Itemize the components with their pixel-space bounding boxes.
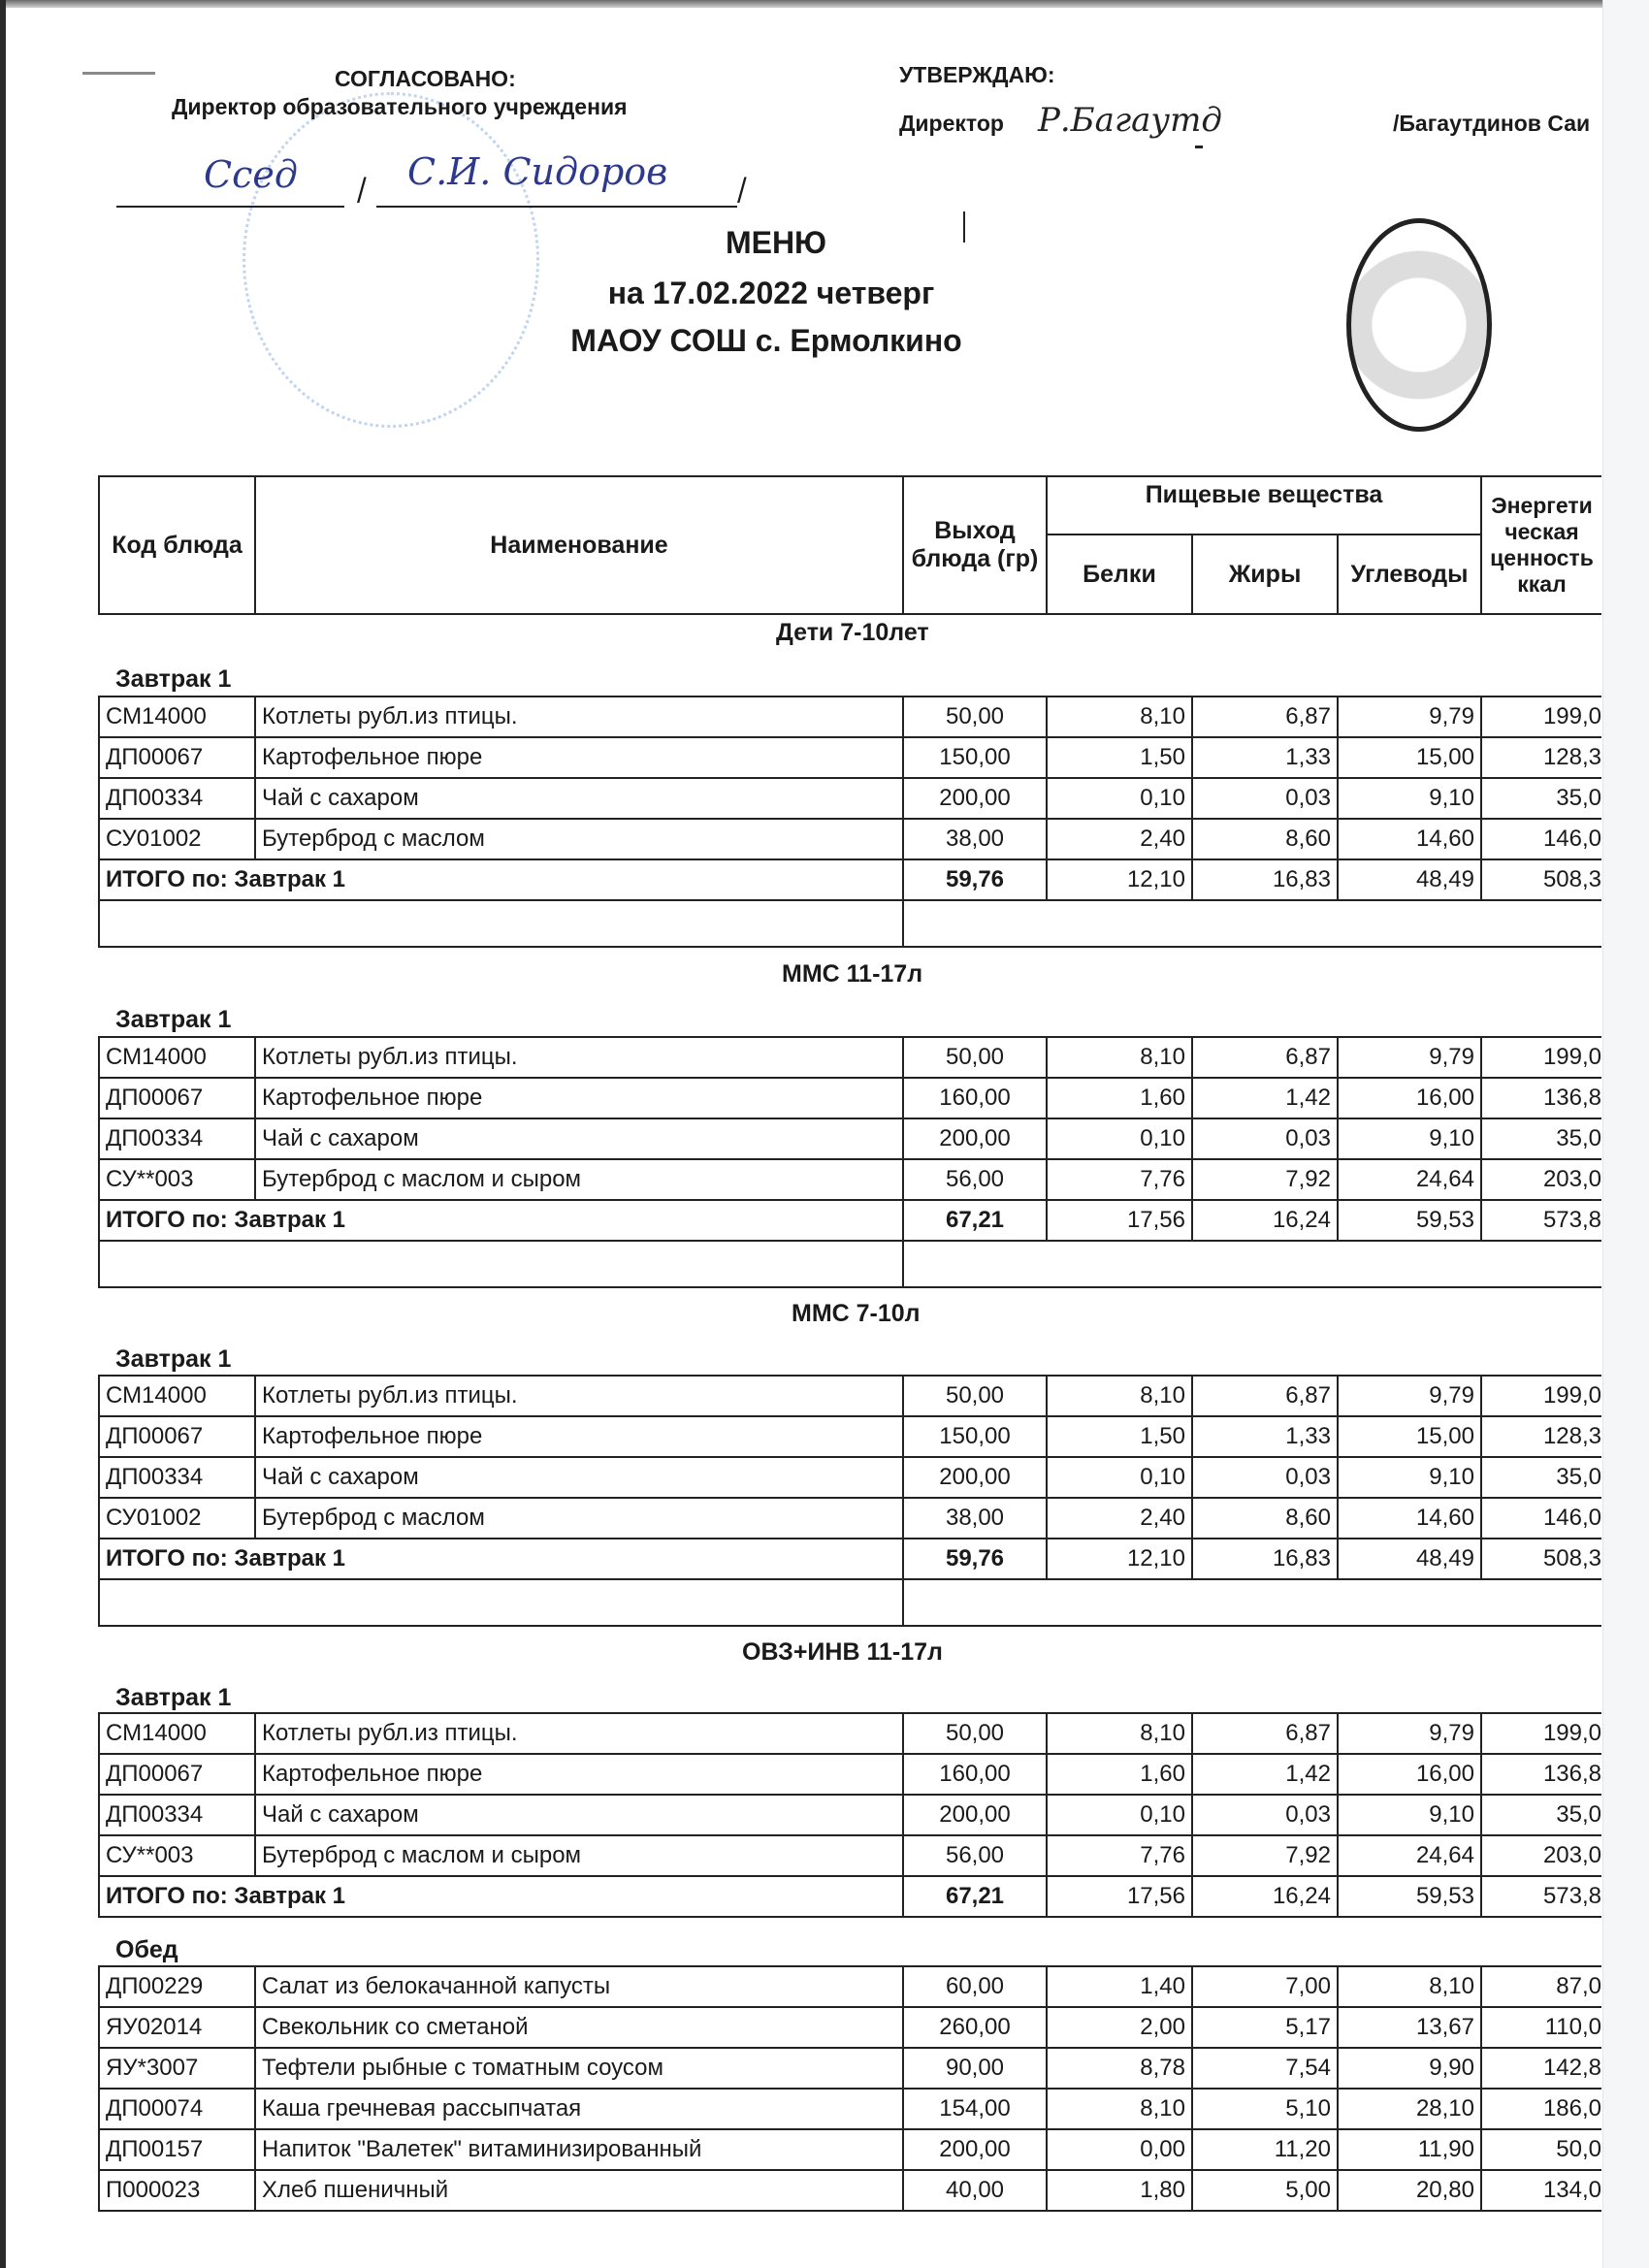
dish-proteins: 1,60: [1047, 1078, 1192, 1118]
dish-code: СУ**003: [99, 1159, 255, 1200]
table-row: [99, 1416, 1601, 1457]
stamp-blue-icon: [242, 92, 539, 428]
total-kcal: 508,3: [1481, 1539, 1601, 1579]
meal-label: Завтрак 1: [115, 1006, 232, 1033]
dish-proteins: 0,10: [1047, 1118, 1192, 1159]
dish-proteins: 0,10: [1047, 778, 1192, 819]
dish-carbs: 9,10: [1338, 1795, 1481, 1835]
col-yield: Выход блюда (гр): [903, 476, 1047, 614]
dish-name: Напиток "Валетек" витаминизированный: [255, 2129, 903, 2170]
dish-name: Картофельное пюре: [255, 1078, 903, 1118]
dish-carbs: 15,00: [1338, 737, 1481, 778]
dish-code: ДП00229: [99, 1966, 255, 2007]
total-label: ИТОГО по: Завтрак 1: [99, 1200, 903, 1241]
dish-name: Чай с сахаром: [255, 778, 903, 819]
dish-carbs: 28,10: [1338, 2089, 1481, 2129]
separator-slash: /: [357, 171, 367, 208]
name-line: [376, 206, 737, 208]
dish-carbs: 20,80: [1338, 2170, 1481, 2211]
dish-carbs: 24,64: [1338, 1835, 1481, 1876]
separator-slash: /: [737, 171, 747, 208]
dish-yield: 200,00: [903, 2129, 1047, 2170]
section-table: [98, 1712, 1601, 1918]
total-row: [99, 1539, 1601, 1579]
dish-yield: 200,00: [903, 778, 1047, 819]
total-proteins: 12,10: [1047, 1539, 1192, 1579]
col-code: Код блюда: [99, 476, 255, 614]
total-proteins: 17,56: [1047, 1876, 1192, 1917]
director-name: /Багаутдинов Саи: [1393, 111, 1591, 136]
scan-edge-left: [0, 0, 6, 2268]
dash-mark: [82, 72, 155, 75]
table-row: [99, 2170, 1601, 2211]
dish-proteins: 8,10: [1047, 1037, 1192, 1078]
col-carbs: Углеводы: [1338, 535, 1481, 614]
dish-kcal: 186,0: [1481, 2089, 1601, 2129]
dish-name: Чай с сахаром: [255, 1457, 903, 1498]
dish-name: Котлеты рубл.из птицы.: [255, 1713, 903, 1754]
menu-date: на 17.02.2022 четверг: [607, 275, 935, 310]
dish-kcal: 199,0: [1481, 697, 1601, 737]
dish-yield: 154,00: [903, 2089, 1047, 2129]
lunch-table: [98, 1965, 1601, 2212]
dish-proteins: 0,10: [1047, 1795, 1192, 1835]
table-row: [99, 778, 1601, 819]
dish-fats: 1,42: [1192, 1754, 1338, 1795]
dish-carbs: 24,64: [1338, 1159, 1481, 1200]
dish-kcal: 50,0: [1481, 2129, 1601, 2170]
total-label: ИТОГО по: Завтрак 1: [99, 859, 903, 900]
dish-fats: 0,03: [1192, 1118, 1338, 1159]
dish-name: Котлеты рубл.из птицы.: [255, 1037, 903, 1078]
table-row: [99, 1037, 1601, 1078]
dish-name: Бутерброд с маслом и сыром: [255, 1835, 903, 1876]
dish-fats: 8,60: [1192, 819, 1338, 859]
confirm-title: УТВЕРЖДАЮ:: [899, 62, 1055, 87]
total-fats: 16,24: [1192, 1876, 1338, 1917]
dish-name: Тефтели рыбные с томатным соусом: [255, 2048, 903, 2089]
table-row: [99, 2089, 1601, 2129]
dish-carbs: 8,10: [1338, 1966, 1481, 2007]
dash-mark: [1195, 146, 1203, 148]
dish-carbs: 14,60: [1338, 819, 1481, 859]
section-label: ММС 7-10л: [792, 1300, 921, 1327]
dish-proteins: 1,50: [1047, 737, 1192, 778]
menu-table-header: [98, 475, 1601, 615]
total-carbs: 48,49: [1338, 859, 1481, 900]
dish-code: СУ**003: [99, 1835, 255, 1876]
dish-code: ДП00074: [99, 2089, 255, 2129]
dish-name: Бутерброд с маслом и сыром: [255, 1159, 903, 1200]
dish-kcal: 199,0: [1481, 1376, 1601, 1416]
approved-subtitle: Директор образовательного учреждения: [172, 94, 628, 119]
dish-fats: 7,92: [1192, 1159, 1338, 1200]
table-row: [99, 2007, 1601, 2048]
dish-carbs: 9,79: [1338, 1037, 1481, 1078]
total-label: ИТОГО по: Завтрак 1: [99, 1539, 903, 1579]
dish-carbs: 11,90: [1338, 2129, 1481, 2170]
dish-proteins: 8,10: [1047, 1713, 1192, 1754]
dish-name: Котлеты рубл.из птицы.: [255, 697, 903, 737]
empty-row: [99, 900, 1601, 947]
signature-left: Ссед: [204, 153, 298, 196]
dish-kcal: 134,0: [1481, 2170, 1601, 2211]
section-label: Дети 7-10лет: [776, 619, 929, 646]
dish-fats: 0,03: [1192, 778, 1338, 819]
dish-name: Свекольник со сметаной: [255, 2007, 903, 2048]
dish-kcal: 142,8: [1481, 2048, 1601, 2089]
dish-kcal: 128,3: [1481, 1416, 1601, 1457]
director-label: Директор: [899, 111, 1004, 136]
total-carbs: 59,53: [1338, 1876, 1481, 1917]
signature-name-left: С.И. Сидоров: [407, 150, 668, 193]
table-row: [99, 1118, 1601, 1159]
dish-fats: 7,00: [1192, 1966, 1338, 2007]
col-name: Наименование: [255, 476, 903, 614]
total-proteins: 17,56: [1047, 1200, 1192, 1241]
dish-proteins: 2,00: [1047, 2007, 1192, 2048]
dish-fats: 1,33: [1192, 737, 1338, 778]
dish-proteins: 7,76: [1047, 1159, 1192, 1200]
table-row: [99, 1376, 1601, 1416]
dish-fats: 0,03: [1192, 1795, 1338, 1835]
dish-fats: 5,00: [1192, 2170, 1338, 2211]
dish-name: Чай с сахаром: [255, 1795, 903, 1835]
dish-fats: 1,33: [1192, 1416, 1338, 1457]
dish-code: СУ01002: [99, 1498, 255, 1539]
dish-carbs: 14,60: [1338, 1498, 1481, 1539]
dish-fats: 8,60: [1192, 1498, 1338, 1539]
total-yield: 67,21: [903, 1876, 1047, 1917]
dish-carbs: 9,10: [1338, 778, 1481, 819]
scan-edge-top: [0, 0, 1649, 8]
dish-name: Бутерброд с маслом: [255, 819, 903, 859]
dish-proteins: 8,10: [1047, 1376, 1192, 1416]
dish-name: Котлеты рубл.из птицы.: [255, 1376, 903, 1416]
dish-proteins: 0,00: [1047, 2129, 1192, 2170]
dish-carbs: 15,00: [1338, 1416, 1481, 1457]
dish-fats: 7,54: [1192, 2048, 1338, 2089]
dish-name: Картофельное пюре: [255, 1754, 903, 1795]
total-label: ИТОГО по: Завтрак 1: [99, 1876, 903, 1917]
table-row: [99, 1457, 1601, 1498]
table-row: [99, 737, 1601, 778]
dish-code: СМ14000: [99, 1376, 255, 1416]
section-table: [98, 1036, 1601, 1288]
dish-carbs: 13,67: [1338, 2007, 1481, 2048]
dish-fats: 11,20: [1192, 2129, 1338, 2170]
col-nutrients: Пищевые вещества: [1047, 476, 1481, 535]
dish-yield: 56,00: [903, 1835, 1047, 1876]
dish-yield: 50,00: [903, 697, 1047, 737]
dish-fats: 6,87: [1192, 1376, 1338, 1416]
dish-code: ЯУ*3007: [99, 2048, 255, 2089]
table-row: [99, 1078, 1601, 1118]
dish-kcal: 35,0: [1481, 1118, 1601, 1159]
dish-proteins: 1,80: [1047, 2170, 1192, 2211]
total-yield: 59,76: [903, 859, 1047, 900]
dish-code: ДП00334: [99, 1118, 255, 1159]
total-row: [99, 859, 1601, 900]
meal-label: Завтрак 1: [115, 665, 232, 693]
table-row: [99, 1498, 1601, 1539]
dish-name: Бутерброд с маслом: [255, 1498, 903, 1539]
dish-fats: 5,10: [1192, 2089, 1338, 2129]
dish-proteins: 1,50: [1047, 1416, 1192, 1457]
dish-fats: 6,87: [1192, 697, 1338, 737]
dish-yield: 38,00: [903, 1498, 1047, 1539]
dish-kcal: 35,0: [1481, 1795, 1601, 1835]
table-row: [99, 1713, 1601, 1754]
menu-title: МЕНЮ: [725, 225, 827, 260]
dish-name: Хлеб пшеничный: [255, 2170, 903, 2211]
dish-kcal: 203,0: [1481, 1159, 1601, 1200]
dish-name: Чай с сахаром: [255, 1118, 903, 1159]
table-row: [99, 1795, 1601, 1835]
dish-name: Картофельное пюре: [255, 737, 903, 778]
dish-yield: 150,00: [903, 737, 1047, 778]
col-proteins: Белки: [1047, 535, 1192, 614]
dish-carbs: 16,00: [1338, 1754, 1481, 1795]
total-kcal: 508,3: [1481, 859, 1601, 900]
dish-carbs: 9,79: [1338, 697, 1481, 737]
stamp-seal-icon: [1346, 218, 1492, 432]
dish-kcal: 35,0: [1481, 778, 1601, 819]
dish-fats: 1,42: [1192, 1078, 1338, 1118]
dish-yield: 200,00: [903, 1118, 1047, 1159]
total-fats: 16,83: [1192, 859, 1338, 900]
total-row: [99, 1876, 1601, 1917]
dish-kcal: 136,8: [1481, 1078, 1601, 1118]
total-fats: 16,24: [1192, 1200, 1338, 1241]
dish-yield: 50,00: [903, 1376, 1047, 1416]
dish-yield: 38,00: [903, 819, 1047, 859]
dish-fats: 7,92: [1192, 1835, 1338, 1876]
table-row: [99, 1159, 1601, 1200]
school-name: МАОУ СОШ с. Ермолкино: [570, 323, 962, 358]
dish-kcal: 128,3: [1481, 737, 1601, 778]
dish-yield: 160,00: [903, 1078, 1047, 1118]
dish-carbs: 9,10: [1338, 1118, 1481, 1159]
table-row: [99, 819, 1601, 859]
dish-proteins: 8,78: [1047, 2048, 1192, 2089]
dish-proteins: 8,10: [1047, 2089, 1192, 2129]
meal-label: Завтрак 1: [115, 1345, 232, 1373]
dish-proteins: 2,40: [1047, 1498, 1192, 1539]
dish-code: ДП00157: [99, 2129, 255, 2170]
dish-code: ДП00334: [99, 778, 255, 819]
dish-kcal: 35,0: [1481, 1457, 1601, 1498]
dish-code: ДП00067: [99, 1078, 255, 1118]
dish-fats: 5,17: [1192, 2007, 1338, 2048]
meal-label: Обед: [115, 1936, 178, 1963]
total-carbs: 59,53: [1338, 1200, 1481, 1241]
total-kcal: 573,8: [1481, 1200, 1601, 1241]
col-energy: Энергети ческая ценность ккал: [1481, 476, 1601, 614]
dish-yield: 160,00: [903, 1754, 1047, 1795]
signature-right: Р.Багаутд: [1038, 101, 1222, 140]
signature-line: [116, 206, 344, 208]
dish-proteins: 8,10: [1047, 697, 1192, 737]
total-yield: 67,21: [903, 1200, 1047, 1241]
dish-yield: 200,00: [903, 1457, 1047, 1498]
table-row: [99, 697, 1601, 737]
section-label: ММС 11-17л: [782, 960, 923, 988]
total-proteins: 12,10: [1047, 859, 1192, 900]
dish-code: ДП00067: [99, 737, 255, 778]
approved-title: СОГЛАСОВАНО:: [335, 66, 516, 91]
total-kcal: 573,8: [1481, 1876, 1601, 1917]
meal-label: Завтрак 1: [115, 1684, 232, 1711]
dish-proteins: 7,76: [1047, 1835, 1192, 1876]
dish-code: ДП00067: [99, 1754, 255, 1795]
table-row: [99, 2129, 1601, 2170]
dish-kcal: 146,0: [1481, 819, 1601, 859]
total-row: [99, 1200, 1601, 1241]
dish-carbs: 9,90: [1338, 2048, 1481, 2089]
dish-kcal: 203,0: [1481, 1835, 1601, 1876]
dish-yield: 60,00: [903, 1966, 1047, 2007]
dish-proteins: 1,40: [1047, 1966, 1192, 2007]
scan-edge-right: [1602, 0, 1649, 2268]
dish-code: СМ14000: [99, 697, 255, 737]
section-label: ОВЗ+ИНВ 11-17л: [742, 1638, 943, 1666]
table-row: [99, 1835, 1601, 1876]
dish-fats: 6,87: [1192, 1037, 1338, 1078]
dish-fats: 6,87: [1192, 1713, 1338, 1754]
dish-kcal: 110,0: [1481, 2007, 1601, 2048]
dish-fats: 0,03: [1192, 1457, 1338, 1498]
dish-carbs: 9,79: [1338, 1713, 1481, 1754]
dish-yield: 40,00: [903, 2170, 1047, 2211]
total-carbs: 48,49: [1338, 1539, 1481, 1579]
empty-row: [99, 1241, 1601, 1287]
dish-carbs: 9,79: [1338, 1376, 1481, 1416]
dish-name: Салат из белокачанной капусты: [255, 1966, 903, 2007]
dish-name: Картофельное пюре: [255, 1416, 903, 1457]
table-row: [99, 1966, 1601, 2007]
dish-code: СМ14000: [99, 1713, 255, 1754]
section-table: [98, 1375, 1601, 1627]
dish-yield: 260,00: [903, 2007, 1047, 2048]
dish-carbs: 9,10: [1338, 1457, 1481, 1498]
dish-name: Каша гречневая рассыпчатая: [255, 2089, 903, 2129]
dish-kcal: 87,0: [1481, 1966, 1601, 2007]
dish-code: СМ14000: [99, 1037, 255, 1078]
dish-proteins: 1,60: [1047, 1754, 1192, 1795]
dish-proteins: 2,40: [1047, 819, 1192, 859]
dish-kcal: 146,0: [1481, 1498, 1601, 1539]
dish-yield: 56,00: [903, 1159, 1047, 1200]
table-row: [99, 1754, 1601, 1795]
dish-yield: 50,00: [903, 1037, 1047, 1078]
dish-kcal: 199,0: [1481, 1037, 1601, 1078]
dish-proteins: 0,10: [1047, 1457, 1192, 1498]
dish-kcal: 136,8: [1481, 1754, 1601, 1795]
dish-yield: 200,00: [903, 1795, 1047, 1835]
dish-code: ДП00334: [99, 1795, 255, 1835]
empty-row: [99, 1579, 1601, 1626]
table-row: [99, 2048, 1601, 2089]
dish-kcal: 199,0: [1481, 1713, 1601, 1754]
dish-yield: 90,00: [903, 2048, 1047, 2089]
dish-yield: 150,00: [903, 1416, 1047, 1457]
col-fats: Жиры: [1192, 535, 1338, 614]
dish-code: ДП00067: [99, 1416, 255, 1457]
dish-yield: 50,00: [903, 1713, 1047, 1754]
total-yield: 59,76: [903, 1539, 1047, 1579]
dish-code: ЯУ02014: [99, 2007, 255, 2048]
dish-carbs: 16,00: [1338, 1078, 1481, 1118]
dish-code: П000023: [99, 2170, 255, 2211]
section-table: [98, 696, 1601, 948]
total-fats: 16,83: [1192, 1539, 1338, 1579]
dish-code: СУ01002: [99, 819, 255, 859]
dish-code: ДП00334: [99, 1457, 255, 1498]
